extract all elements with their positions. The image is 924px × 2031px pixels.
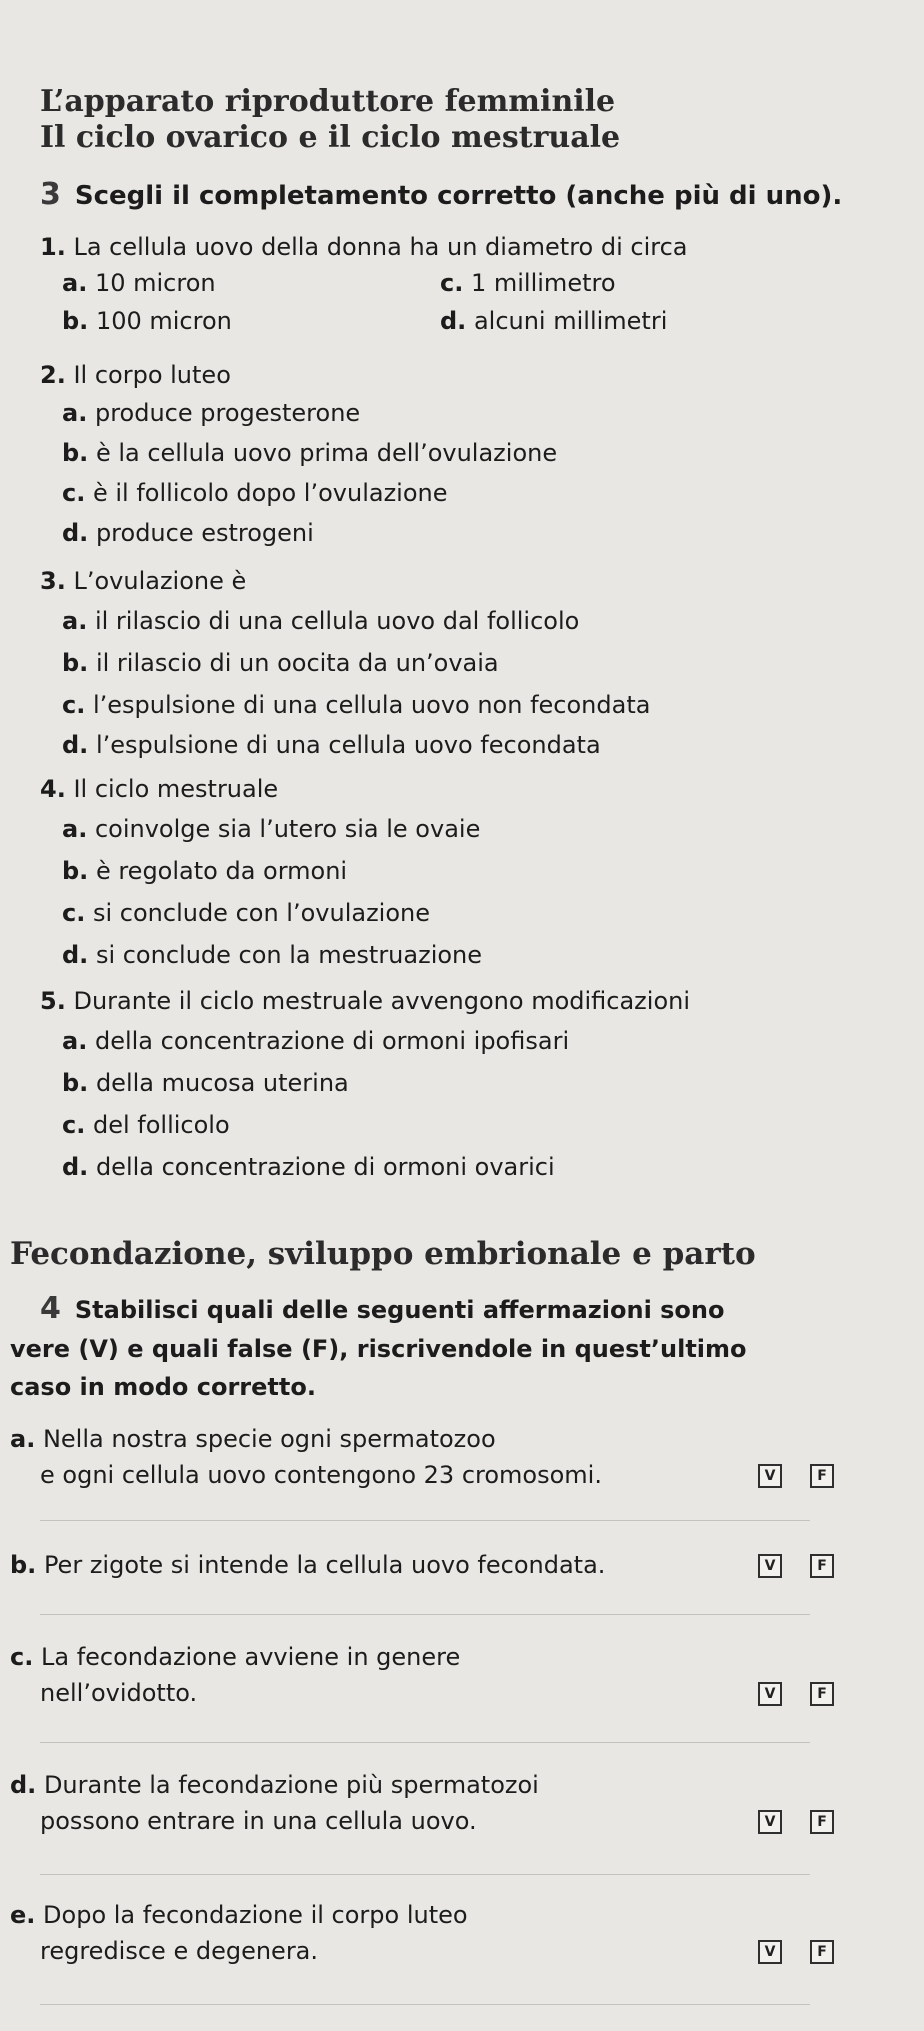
question-2: 2. Il corpo luteo [40,361,231,389]
false-checkbox-d[interactable]: F [810,1810,834,1834]
answer-line-b[interactable] [40,1614,810,1615]
statement-c-line-2: nell’ovidotto. [40,1679,198,1707]
option-q4-c[interactable]: c. si conclude con l’ovulazione [62,899,430,927]
option-q1-b[interactable]: b. 100 micron [62,307,232,335]
exercise-3-instruction [40,177,843,212]
option-q2-a[interactable]: a. produce progesterone [62,399,361,427]
statement-b-vf [758,1554,834,1578]
question-3: 3. L’ovulazione è [40,567,247,595]
statement-d-line-2: possono entrare in una cellula uovo. [40,1807,477,1835]
section-heading-1: L’apparato riproduttore femminile [40,84,616,119]
true-checkbox-d[interactable]: V [758,1810,782,1834]
exercise-3-number: 3 [40,177,61,212]
option-q3-c[interactable]: c. l’espulsione di una cellula uovo non fecondata [62,691,651,719]
exercise-4-instruction-line-2: vere (V) e quali false (F), riscrivendole in quest’ultimo [10,1335,747,1363]
exercise-3-text: Scegli il completamento corretto (anche più di uno). [74,181,843,211]
true-checkbox-b[interactable]: V [758,1554,782,1578]
statement-a-line-1: a. Nella nostra specie ogni spermatozoo [10,1425,496,1453]
section-heading-2: Fecondazione, sviluppo embrionale e parto [10,1236,756,1272]
statement-d-line-1: d. Durante la fecondazione più spermatozoi [10,1771,539,1799]
question-1: 1. La cellula uovo della donna ha un diametro di circa [40,233,688,261]
false-checkbox-b[interactable]: F [810,1554,834,1578]
option-q1-a[interactable]: a. 10 micron [62,269,216,297]
option-q1-c[interactable]: c. 1 millimetro [440,269,616,297]
statement-e-line-2: regredisce e degenera. [40,1937,319,1965]
exercise-4-instruction-line-1: 4 Stabilisci quali delle seguenti affermazioni sono [40,1291,725,1326]
answer-line-c[interactable] [40,1742,810,1743]
exercise-4-instruction-line-3: caso in modo corretto. [10,1373,316,1401]
statement-e-vf [758,1940,834,1964]
false-checkbox-c[interactable]: F [810,1682,834,1706]
true-checkbox-c[interactable]: V [758,1682,782,1706]
statement-e-line-1: e. Dopo la fecondazione il corpo luteo [10,1901,468,1929]
statement-a-line-2: e ogni cellula uovo contengono 23 cromosomi. [40,1461,602,1489]
option-q5-d[interactable]: d. della concentrazione di ormoni ovarici [62,1153,555,1181]
option-q4-d[interactable]: d. si conclude con la mestruazione [62,941,483,969]
statement-b-line-1: b. Per zigote si intende la cellula uovo fecondata. [10,1551,606,1579]
statement-a-vf [758,1464,834,1488]
option-q3-a[interactable]: a. il rilascio di una cellula uovo dal follicolo [62,607,580,635]
false-checkbox-e[interactable]: F [810,1940,834,1964]
true-checkbox-a[interactable]: V [758,1464,782,1488]
answer-line-e[interactable] [40,2004,810,2005]
statement-c-line-1: c. La fecondazione avviene in genere [10,1643,461,1671]
exercise-4-number: 4 [40,1291,61,1326]
option-q2-d[interactable]: d. produce estrogeni [62,519,314,547]
false-checkbox-a[interactable]: F [810,1464,834,1488]
option-q5-a[interactable]: a. della concentrazione di ormoni ipofisari [62,1027,570,1055]
option-q2-b[interactable]: b. è la cellula uovo prima dell’ovulazione [62,439,558,467]
option-q4-a[interactable]: a. coinvolge sia l’utero sia le ovaie [62,815,481,843]
question-5: 5. Durante il ciclo mestruale avvengono modificazioni [40,987,691,1015]
true-checkbox-e[interactable]: V [758,1940,782,1964]
statement-c-vf [758,1682,834,1706]
question-4: 4. Il ciclo mestruale [40,775,279,803]
statement-d-vf [758,1810,834,1834]
answer-line-d[interactable] [40,1874,810,1875]
answer-line-a[interactable] [40,1520,810,1521]
option-q5-b[interactable]: b. della mucosa uterina [62,1069,349,1097]
option-q4-b[interactable]: b. è regolato da ormoni [62,857,348,885]
option-q2-c[interactable]: c. è il follicolo dopo l’ovulazione [62,479,448,507]
section-subheading-1: Il ciclo ovarico e il ciclo mestruale [40,120,621,155]
option-q1-d[interactable]: d. alcuni millimetri [440,307,668,335]
option-q3-b[interactable]: b. il rilascio di un oocita da un’ovaia [62,649,499,677]
option-q3-d[interactable]: d. l’espulsione di una cellula uovo fecondata [62,731,601,759]
option-q5-c[interactable]: c. del follicolo [62,1111,230,1139]
